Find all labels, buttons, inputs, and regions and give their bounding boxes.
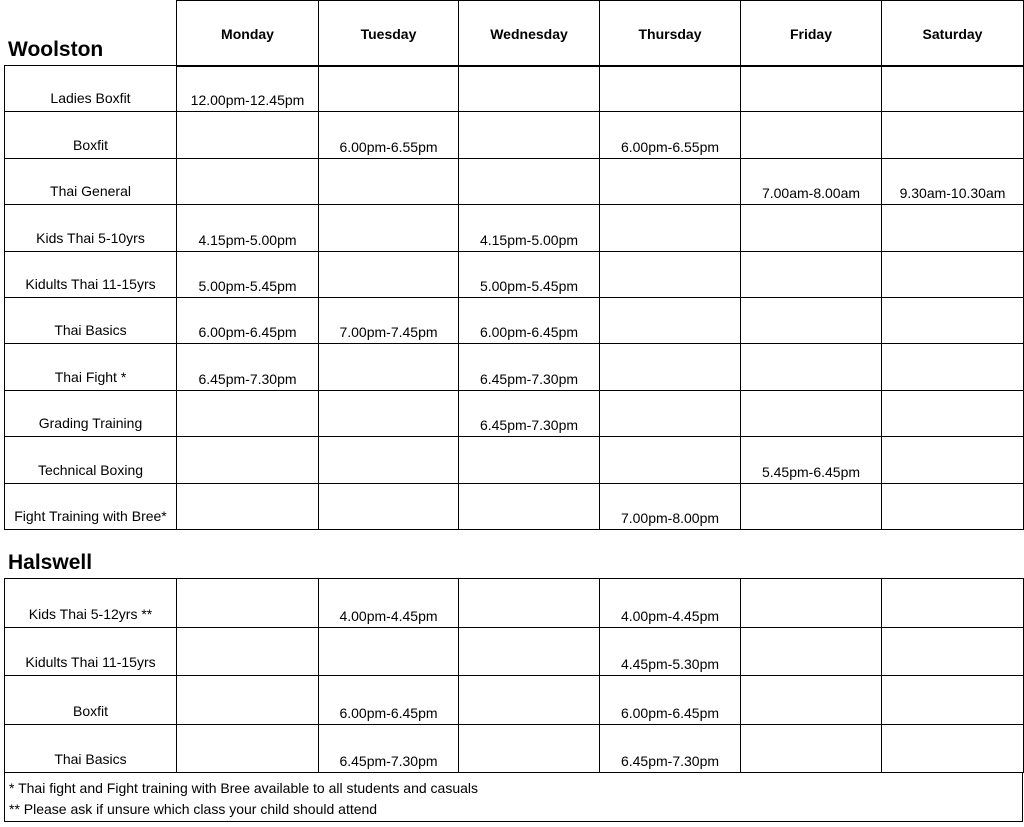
- time-cell-friday: [741, 205, 882, 251]
- time-cell-monday: 12.00pm-12.45pm: [177, 66, 319, 112]
- time-cell-tuesday: 6.45pm-7.30pm: [319, 724, 459, 773]
- class-name-cell: Boxfit: [5, 676, 177, 725]
- class-name-cell: Thai Basics: [5, 724, 177, 773]
- class-name-cell: Kidults Thai 11-15yrs: [5, 251, 177, 297]
- schedule-row: [5, 483, 1024, 529]
- time-cell-saturday: [882, 724, 1024, 773]
- day-header-table: [176, 0, 1024, 67]
- schedule-row: [5, 676, 1024, 725]
- time-cell-saturday: [882, 579, 1024, 628]
- time-cell-wednesday: 6.45pm-7.30pm: [459, 344, 600, 390]
- time-cell-thursday: [600, 344, 741, 390]
- time-cell-saturday: [882, 251, 1024, 297]
- class-name-cell: Boxfit: [5, 112, 177, 158]
- time-cell-wednesday: [459, 676, 600, 725]
- day-header-wednesday: Wednesday: [459, 1, 600, 67]
- time-cell-tuesday: [319, 390, 459, 436]
- time-cell-monday: 6.45pm-7.30pm: [177, 344, 319, 390]
- time-cell-thursday: [600, 251, 741, 297]
- footnote-2: ** Please ask if unsure which class your child should attend: [9, 801, 378, 817]
- time-cell-thursday: 4.00pm-4.45pm: [600, 579, 741, 628]
- class-name-cell: Kidults Thai 11-15yrs: [5, 627, 177, 676]
- time-cell-tuesday: [319, 66, 459, 112]
- time-cell-thursday: [600, 437, 741, 483]
- class-name-cell: Kids Thai 5-10yrs: [5, 205, 177, 251]
- time-cell-wednesday: [459, 437, 600, 483]
- time-cell-friday: 7.00am-8.00am: [741, 158, 882, 204]
- schedule-row: [5, 158, 1024, 204]
- time-cell-tuesday: [319, 158, 459, 204]
- time-cell-friday: [741, 112, 882, 158]
- time-cell-thursday: 6.45pm-7.30pm: [600, 724, 741, 773]
- time-cell-friday: [741, 344, 882, 390]
- time-cell-tuesday: 4.00pm-4.45pm: [319, 579, 459, 628]
- time-cell-tuesday: [319, 437, 459, 483]
- class-name-cell: Kids Thai 5-12yrs **: [5, 579, 177, 628]
- day-header-tuesday: Tuesday: [319, 1, 459, 67]
- time-cell-monday: 6.00pm-6.45pm: [177, 297, 319, 343]
- time-cell-tuesday: 6.00pm-6.45pm: [319, 676, 459, 725]
- halswell-schedule-table: [4, 578, 1024, 773]
- time-cell-saturday: [882, 205, 1024, 251]
- time-cell-saturday: [882, 344, 1024, 390]
- time-cell-wednesday: [459, 579, 600, 628]
- time-cell-wednesday: [459, 66, 600, 112]
- schedule-row: [5, 579, 1024, 628]
- day-header-thursday: Thursday: [600, 1, 741, 67]
- time-cell-tuesday: [319, 251, 459, 297]
- time-cell-tuesday: 7.00pm-7.45pm: [319, 297, 459, 343]
- time-cell-monday: [177, 390, 319, 436]
- time-cell-monday: [177, 676, 319, 725]
- footnote-1: * Thai fight and Fight training with Bree available to all students and casuals: [9, 780, 479, 796]
- time-cell-saturday: 9.30am-10.30am: [882, 158, 1024, 204]
- schedule-row: [5, 627, 1024, 676]
- time-cell-monday: [177, 437, 319, 483]
- class-name-cell: Technical Boxing: [5, 437, 177, 483]
- time-cell-friday: [741, 483, 882, 529]
- time-cell-wednesday: [459, 112, 600, 158]
- schedule-row: [5, 205, 1024, 251]
- time-cell-thursday: 6.00pm-6.55pm: [600, 112, 741, 158]
- class-name-cell: Fight Training with Bree*: [5, 483, 177, 529]
- schedule-row: [5, 251, 1024, 297]
- time-cell-wednesday: [459, 627, 600, 676]
- time-cell-wednesday: 4.15pm-5.00pm: [459, 205, 600, 251]
- time-cell-thursday: 4.45pm-5.30pm: [600, 627, 741, 676]
- woolston-schedule-table: [4, 65, 1024, 530]
- time-cell-friday: [741, 297, 882, 343]
- halswell-title: Halswell: [8, 551, 93, 574]
- time-cell-monday: [177, 158, 319, 204]
- time-cell-friday: [741, 724, 882, 773]
- class-name-cell: Grading Training: [5, 390, 177, 436]
- time-cell-saturday: [882, 483, 1024, 529]
- time-cell-wednesday: 5.00pm-5.45pm: [459, 251, 600, 297]
- footnotes: [4, 772, 1023, 822]
- time-cell-monday: [177, 724, 319, 773]
- time-cell-tuesday: 6.00pm-6.55pm: [319, 112, 459, 158]
- day-header-monday: Monday: [177, 1, 319, 67]
- time-cell-tuesday: [319, 344, 459, 390]
- class-name-cell: Thai General: [5, 158, 177, 204]
- schedule-row: [5, 390, 1024, 436]
- time-cell-saturday: [882, 437, 1024, 483]
- time-cell-wednesday: [459, 724, 600, 773]
- time-cell-friday: [741, 676, 882, 725]
- schedule-row: [5, 437, 1024, 483]
- time-cell-friday: [741, 627, 882, 676]
- class-name-cell: Thai Basics: [5, 297, 177, 343]
- schedule-row: [5, 297, 1024, 343]
- day-header-saturday: Saturday: [882, 1, 1024, 67]
- time-cell-wednesday: 6.00pm-6.45pm: [459, 297, 600, 343]
- schedule-row: [5, 66, 1024, 112]
- time-cell-tuesday: [319, 627, 459, 676]
- time-cell-wednesday: 6.45pm-7.30pm: [459, 390, 600, 436]
- time-cell-monday: [177, 112, 319, 158]
- time-cell-saturday: [882, 390, 1024, 436]
- time-cell-monday: [177, 579, 319, 628]
- time-cell-saturday: [882, 66, 1024, 112]
- time-cell-friday: [741, 579, 882, 628]
- time-cell-friday: 5.45pm-6.45pm: [741, 437, 882, 483]
- time-cell-saturday: [882, 297, 1024, 343]
- time-cell-friday: [741, 66, 882, 112]
- schedule-row: [5, 112, 1024, 158]
- time-cell-monday: 4.15pm-5.00pm: [177, 205, 319, 251]
- time-cell-thursday: [600, 390, 741, 436]
- time-cell-thursday: 7.00pm-8.00pm: [600, 483, 741, 529]
- woolston-title: Woolston: [8, 38, 104, 61]
- schedule-row: [5, 724, 1024, 773]
- schedule-row: [5, 344, 1024, 390]
- time-cell-saturday: [882, 676, 1024, 725]
- time-cell-thursday: [600, 66, 741, 112]
- time-cell-monday: 5.00pm-5.45pm: [177, 251, 319, 297]
- time-cell-wednesday: [459, 483, 600, 529]
- time-cell-tuesday: [319, 483, 459, 529]
- time-cell-friday: [741, 251, 882, 297]
- time-cell-friday: [741, 390, 882, 436]
- time-cell-thursday: 6.00pm-6.45pm: [600, 676, 741, 725]
- day-header-friday: Friday: [741, 1, 882, 67]
- class-name-cell: Thai Fight *: [5, 344, 177, 390]
- time-cell-monday: [177, 627, 319, 676]
- time-cell-thursday: [600, 297, 741, 343]
- time-cell-thursday: [600, 205, 741, 251]
- time-cell-saturday: [882, 627, 1024, 676]
- time-cell-tuesday: [319, 205, 459, 251]
- time-cell-wednesday: [459, 158, 600, 204]
- class-name-cell: Ladies Boxfit: [5, 66, 177, 112]
- time-cell-monday: [177, 483, 319, 529]
- time-cell-thursday: [600, 158, 741, 204]
- time-cell-saturday: [882, 112, 1024, 158]
